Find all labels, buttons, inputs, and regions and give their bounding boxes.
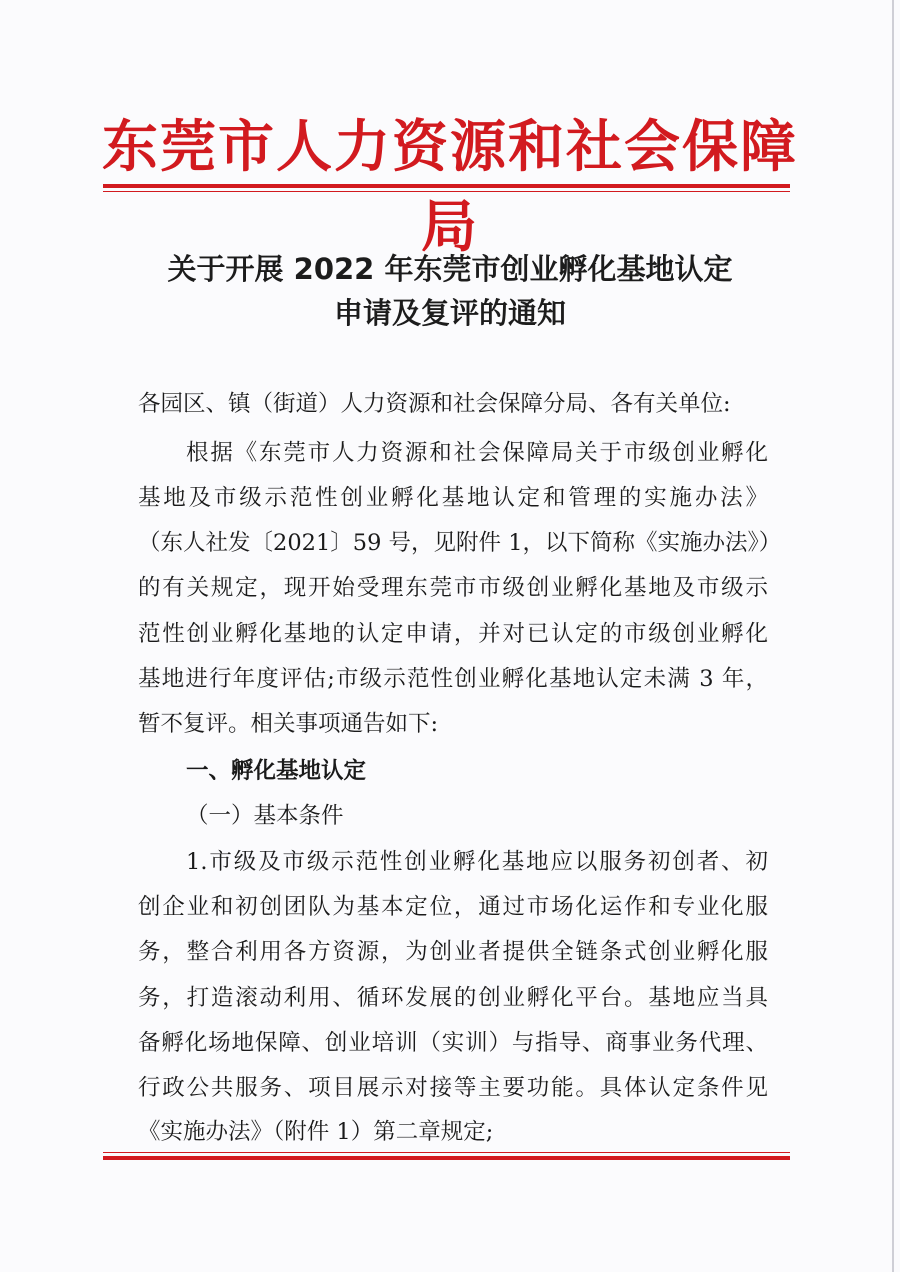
- issuer-masthead: 东莞市人力资源和社会保障局: [102, 115, 798, 260]
- page-edge-line: [892, 0, 894, 1272]
- body-line: （东人社发〔2021〕59 号，见附件 1，以下简称《实施办法》）: [138, 530, 782, 556]
- subsection-heading: （一）基本条件: [186, 803, 344, 829]
- body-line: 的有关规定，现开始受理东莞市市级创业孵化基地及市级示: [138, 575, 768, 601]
- item-line: 《实施办法》（附件 1）第二章规定;: [138, 1119, 494, 1145]
- body-line: 基地及市级示范性创业孵化基地认定和管理的实施办法》: [138, 485, 768, 511]
- body-line: 范性创业孵化基地的认定申请，并对已认定的市级创业孵化: [138, 621, 768, 647]
- item-line: 务，打造滚动利用、循环发展的创业孵化平台。基地应当具: [138, 985, 768, 1011]
- document-title-line-2: 申请及复评的通知: [333, 296, 566, 330]
- masthead-red-rule-thick: [103, 184, 790, 188]
- item-line: 创企业和初创团队为基本定位，通过市场化运作和专业化服: [138, 894, 768, 920]
- body-line: 基地进行年度评估;市级示范性创业孵化基地认定未满 3 年，: [138, 666, 768, 692]
- document-title-line-1: 关于开展 2022 年东莞市创业孵化基地认定: [167, 252, 733, 286]
- body-line: 暂不复评。相关事项通告如下:: [138, 711, 439, 737]
- body-line: 根据《东莞市人力资源和社会保障局关于市级创业孵化: [186, 440, 768, 466]
- item-line: 1.市级及市级示范性创业孵化基地应以服务初创者、初: [186, 849, 768, 875]
- footer-red-rule-thick: [103, 1156, 790, 1160]
- section-heading: 一、孵化基地认定: [186, 758, 367, 784]
- addressee: 各园区、镇（街道）人力资源和社会保障分局、各有关单位:: [138, 391, 731, 417]
- item-line: 备孵化场地保障、创业培训（实训）与指导、商事业务代理、: [138, 1030, 768, 1056]
- masthead-red-rule-thin: [103, 191, 790, 192]
- footer-red-rule-thin: [103, 1152, 790, 1153]
- item-line: 行政公共服务、项目展示对接等主要功能。具体认定条件见: [138, 1075, 768, 1101]
- item-line: 务，整合利用各方资源，为创业者提供全链条式创业孵化服: [138, 939, 768, 965]
